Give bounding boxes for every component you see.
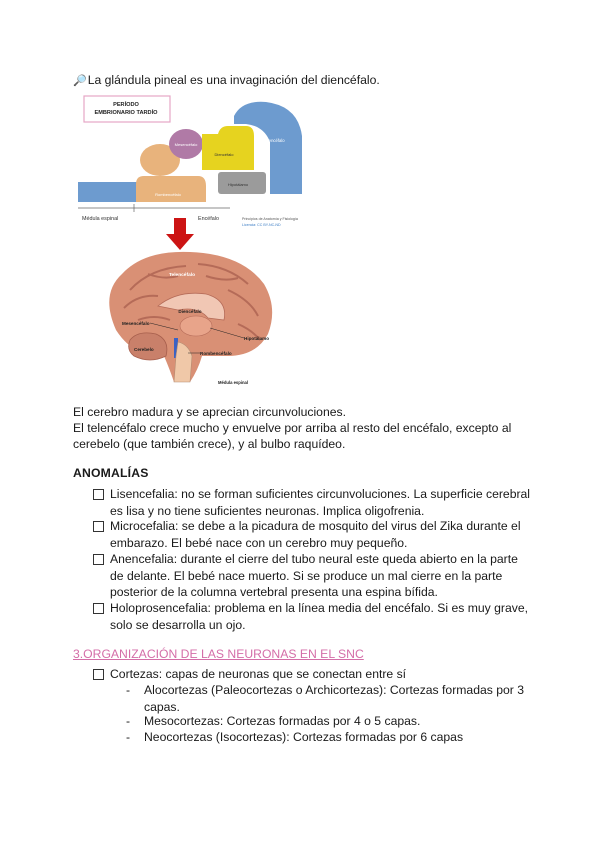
checklist-item — [93, 551, 529, 601]
dash-marker: - — [126, 714, 131, 728]
medula-label: Médula espinal — [82, 216, 119, 222]
anomalies-heading: ANOMALÍAS — [73, 466, 149, 480]
encefalo-label: Encéfalo — [198, 216, 219, 222]
sub-line: Neocortezas (Isocortezas): Cortezas formadas por 6 capas — [144, 730, 464, 744]
checklist-item — [93, 486, 529, 520]
b-hipotalamo-label: Hipotálamo — [244, 336, 270, 341]
brain-illustration — [109, 252, 272, 385]
credit-line-1: Principios de Anatomía y Fisiología — [242, 217, 298, 221]
b-mesencefalo-label: Mesencéfalo — [122, 321, 150, 326]
cortezas-text: Cortezas: capas de neuronas que se conectan entre sí — [110, 667, 407, 681]
item-line: Microcefalia: se debe a la picadura de mosquito del virus del Zika durante el — [110, 519, 521, 533]
magnifier-icon: 🔎 — [73, 75, 87, 87]
checkbox[interactable] — [93, 554, 104, 565]
period-title-1: PERÍODO — [113, 102, 139, 108]
rombencefalo-shape — [136, 176, 206, 202]
item-line: embarazo. El bebé nace con un cerebro muy pequeño. — [110, 535, 408, 550]
checklist-item — [93, 600, 529, 634]
sub-line: Mesocortezas: Cortezas formadas por 4 o 5 capas. — [144, 714, 421, 728]
hipotalamo-label: Hipotálamo — [227, 182, 249, 187]
b-medula-label: Médula espinal — [218, 380, 249, 385]
paragraph-line-1: El cerebro madura y se aprecian circunvoluciones. — [73, 405, 346, 419]
checkbox[interactable] — [93, 603, 104, 614]
item-line: de delante. El bebé nace muerto. Si se produce un mal cierre en la parte — [110, 568, 503, 583]
period-box — [84, 96, 170, 122]
b-rombencefalo-label: Rombencéfalo — [200, 351, 232, 356]
telencefalo-label: Telencéfalo — [263, 138, 285, 143]
section-title: 3.ORGANIZACIÓN DE LAS NEURONAS EN EL SNC — [73, 647, 364, 661]
mesencefalo-label: Mesencéfalo — [174, 142, 198, 147]
sub-line: Alocortezas (Paleocortezas o Archicortezas): Cortezas formadas por 3 — [144, 683, 525, 697]
diencefalo-label: Diencéfalo — [214, 152, 234, 157]
sub-line: capas. — [144, 699, 180, 714]
checkbox[interactable] — [93, 669, 104, 680]
item-line: Anencefalia: durante el cierre del tubo neural este queda abierto en la parte — [110, 552, 518, 566]
paragraph-line-2: El telencéfalo crece mucho y envuelve por arriba al resto del encéfalo, excepto al — [73, 421, 512, 435]
paragraph-line-3: cerebelo (que también crece), y al bulbo raquídeo. — [73, 437, 346, 451]
checkbox[interactable] — [93, 521, 104, 532]
dash-marker: - — [126, 730, 131, 744]
item-line: Lisencefalia: no se forman suficientes circunvoluciones. La superficie cerebral — [110, 487, 531, 501]
rombencefalo-label: Rombencéfalo — [155, 192, 181, 197]
credit-line-2: Licencia: CC BY-NC-ND — [242, 223, 281, 227]
embryonic-diagram — [78, 94, 322, 230]
b-telencefalo-label: Telencéfalo — [168, 273, 196, 278]
medula-shape — [78, 182, 146, 202]
intro-line — [73, 72, 380, 89]
intro-text: La glándula pineal es una invaginación del diencéfalo. — [87, 73, 380, 87]
b-cerebelo-label: Cerebelo — [134, 347, 154, 352]
checklist-item-cortezas — [93, 666, 529, 683]
b-diencefalo-label: Diencéfalo — [178, 309, 202, 314]
diencefalo-region — [180, 316, 212, 336]
item-line: Holoprosencefalia: problema en la línea media del encéfalo. Si es muy grave, — [110, 601, 528, 615]
checkbox[interactable] — [93, 489, 104, 500]
brain-development-figure — [78, 94, 322, 390]
item-line: solo se desarrolla un ojo. — [110, 617, 246, 632]
period-title-2: EMBRIONARIO TARDÍO — [94, 110, 158, 116]
item-line: es lisa y no tiene suficientes neuronas. Implica oligofrenia. — [110, 503, 425, 518]
dash-marker: - — [126, 683, 131, 697]
checklist-item — [93, 518, 529, 552]
item-line: posterior de la columna vertebral presenta una espina bífida. — [110, 585, 438, 599]
